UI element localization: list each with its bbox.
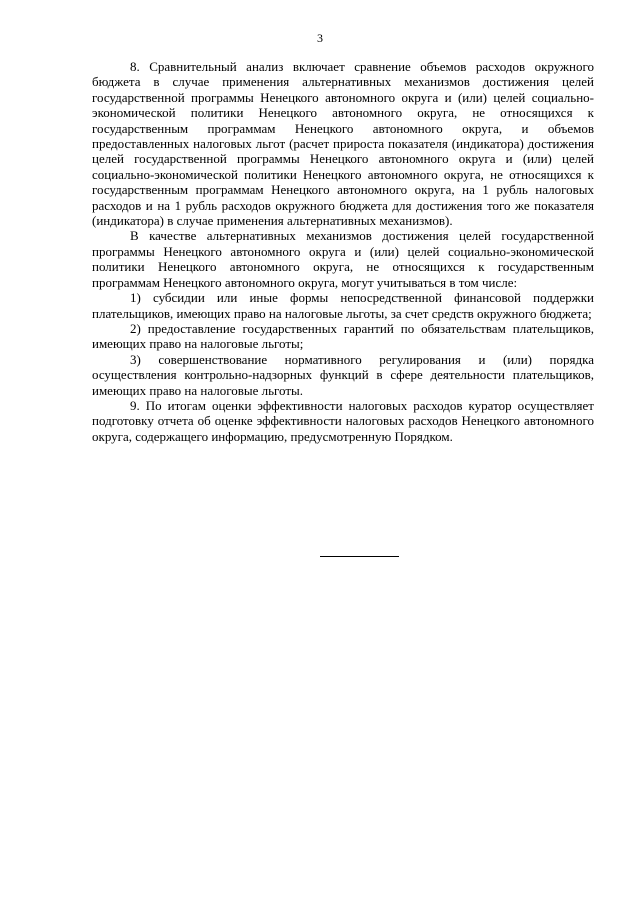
page-number: 3 — [317, 31, 323, 45]
list-item-state-guarantees: 2) предоставление государственных гарантий по обязательствам плательщиков, имеющих право на налоговые льготы; — [92, 320, 594, 352]
document-body — [92, 59, 594, 444]
end-separator-line — [320, 556, 399, 557]
list-item-subsidies: 1) субсидии или иные формы непосредственной финансовой поддержки плательщиков, имеющих право на налоговые льготы, за счет средств окружного бюджета; — [92, 290, 594, 321]
list-item-regulation-improvement: 3) совершенствование нормативного регулирования и (или) порядка осуществления контрольно-надзорных функций в сфере деятельности плательщиков, имеющих право на налоговые льготы. — [92, 351, 594, 398]
paragraph-9-report: 9. По итогам оценки эффективности налоговых расходов куратор осуществляет подготовку отчета об оценке эффективности налоговых расходов Ненецкого автономного округа, содержащего информацию, предусмотренную Порядком. — [92, 397, 594, 444]
paragraph-alternative-mechanisms: В качестве альтернативных механизмов достижения целей государственной программы Ненецкого автономного округа и (или) целей социально-экономической политики Ненецкого автономного округа, не относящихся к государственным программам Ненецкого автономного округа, могут учитываться в том числе: — [92, 228, 594, 290]
paragraph-8-comparative-analysis: 8. Сравнительный анализ включает сравнение объемов расходов окружного бюджета в случае применения альтернативных механизмов достижения целей государственной программы Ненецкого автономного округа и (или) целей социально-экономической политики Ненецкого автономного округа, не относящихся к государственным программам Ненецкого автономного округа, и объемов предоставленных налоговых льгот (расчет прироста показателя (индикатора) достижения целей государственной программы Ненецкого автономного округа и (или) целей социально-экономической политики Ненецкого автономного округа, не относящихся к государственным программам Ненецкого автономного округа, на 1 рубль налоговых расходов и на 1 рубль расходов окружного бюджета для достижения того же показателя (индикатора) в случае применения альтернативных механизмов). — [92, 59, 594, 229]
